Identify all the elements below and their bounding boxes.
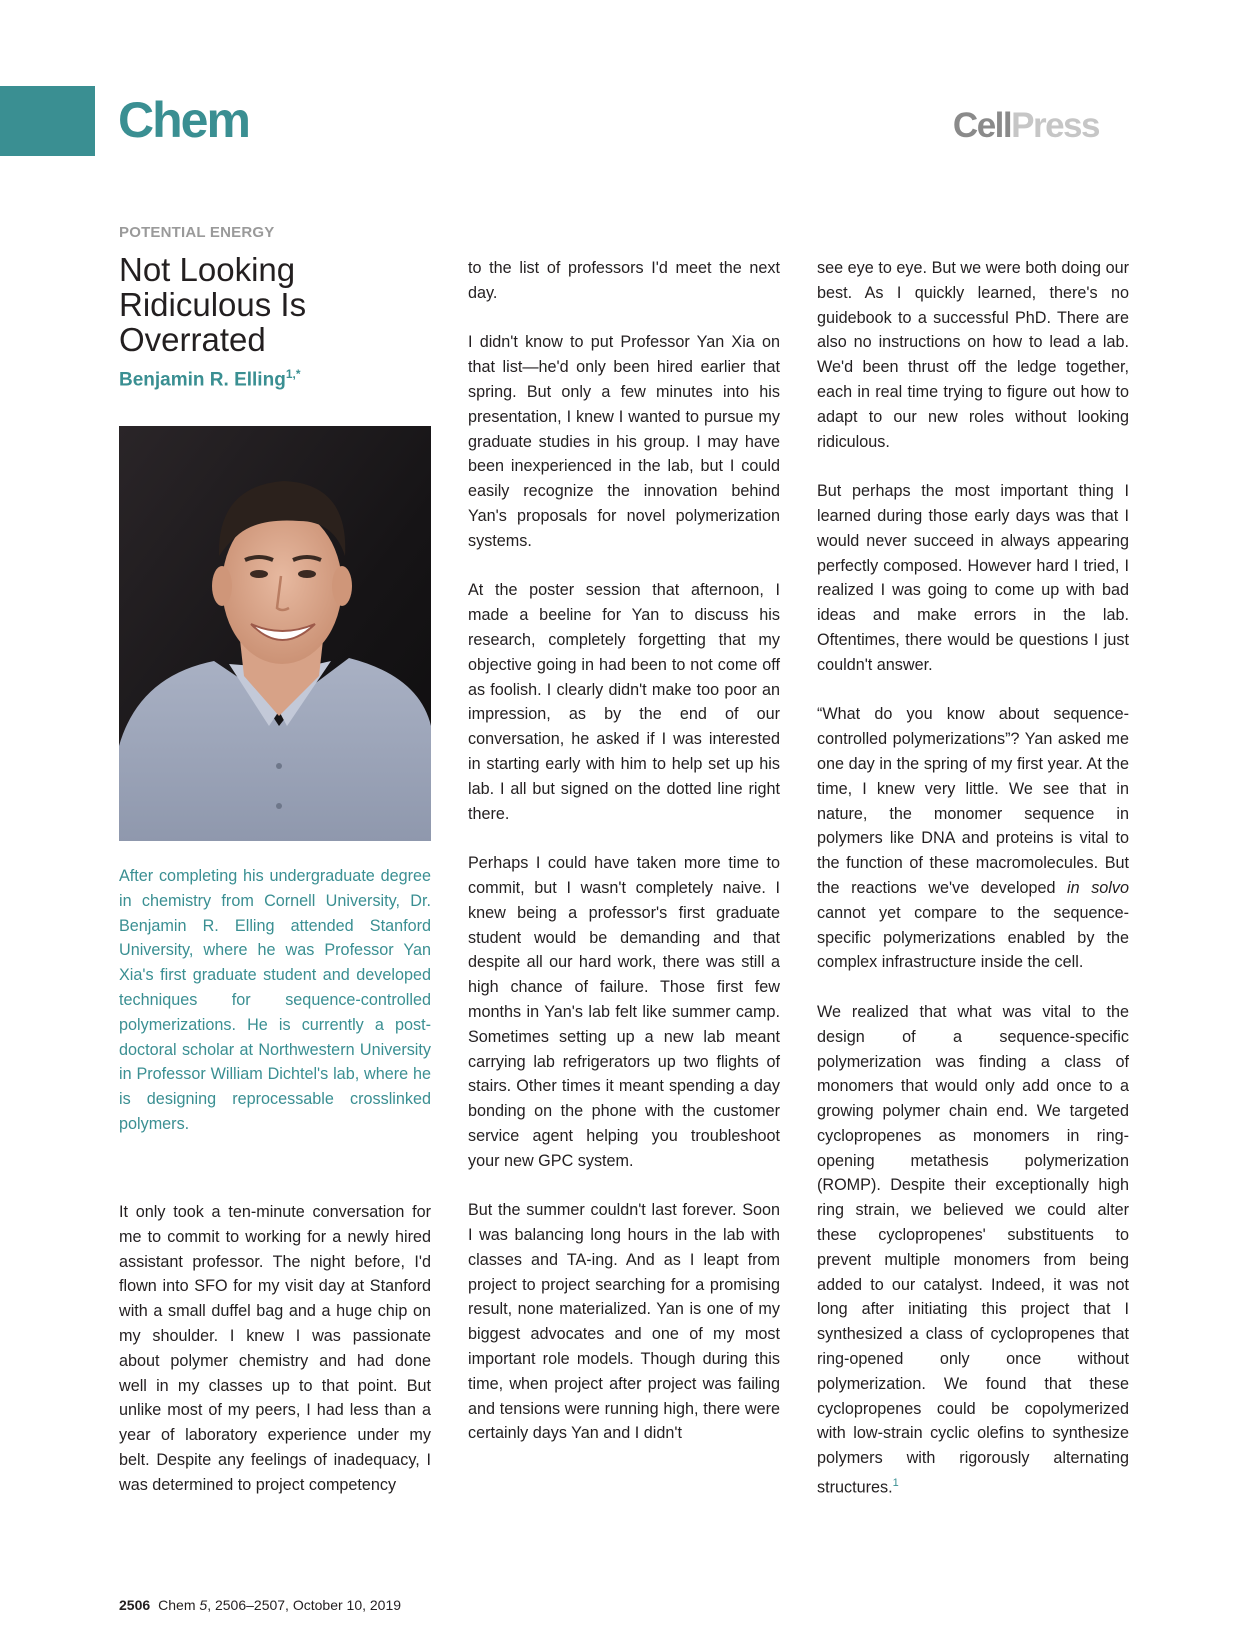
publisher-logo-cell: Cell [952, 106, 1012, 145]
author-photo [119, 426, 431, 841]
page-footer [119, 1597, 401, 1613]
reference-link[interactable]: 1 [892, 1477, 899, 1490]
article-title: Not Looking Ridiculous Is Overrated [119, 251, 307, 358]
body-paragraph: It only took a ten-minute conversation for me to commit to working for a newly hired assistant professor. The night before, I'd flown into SFO for my visit day at Stanford with a small duffel bag and a huge chip on my shoulder. I knew I was passionate about polymer chemistry and had done well in my classes up to that point. But unlike most of my peers, I had less than a year of laboratory experience under my belt. Despite any feelings of inadequacy, I was determined to project competency [119, 1203, 431, 1494]
footer-journal: Chem [158, 1597, 196, 1613]
body-paragraph: to the list of professors I'd meet the next day. [468, 259, 780, 302]
footer-citation: , 2506–2507, October 10, 2019 [207, 1597, 402, 1613]
text-run: We realized that what was vital to the design of a sequence-specific polymerization was finding a class of monomers that would only add once to a growing polymer chain end. We targeted cyclopropenes as monomers in ring-opening metathesis polymerization (ROMP). Despite their exceptionally high ring strain, we believed we could alter these cyclopropenes' substituents to prevent multiple monomers from being added to our catalyst. Indeed, it was not long after initiating this project that I synthesized a class of cyclopropenes that ring-opened only once without polymerization. We found that these cyclopropenes could be copolymerized with low-strain cyclic olefins to synthesize polymers with rigorously alternating structures. [817, 1002, 1129, 1497]
body-paragraph [817, 1000, 1129, 1500]
body-paragraph: At the poster session that afternoon, I made a beeline for Yan to discuss his research, completely forgetting that my objective going in had been to not come off as foolish. I clearly didn't make too poor an impression, as by the end of our conversation, he asked if I was interested in starting early with him to help set up his lab. I all but signed on the dotted line right there. [468, 581, 780, 823]
author-affiliation-mark: 1,* [285, 367, 301, 381]
page-number: 2506 [119, 1597, 151, 1613]
italic-term: in solvo [1067, 878, 1130, 897]
right-column [817, 256, 1129, 1525]
publisher-logo-press: Press [1011, 106, 1099, 145]
body-paragraph: I didn't know to put Professor Yan Xia on that list—he'd only been hired earlier that spring. But only a few minutes into his presentation, I knew I wanted to pursue my graduate studies in his group. I may have been inexperienced in the lab, but I could easily recognize the innovation behind Yan's proposals for novel polymerization systems. [468, 333, 780, 550]
body-paragraph: But perhaps the most important thing I learned during those early days was that I would never succeed in always appearing perfectly composed. However hard I tried, I realized I was going to come up with bad ideas and make errors in the lab. Oftentimes, there would be questions I just couldn't answer. [817, 482, 1129, 674]
journal-color-bar [0, 86, 95, 156]
author-name-text: Benjamin R. Elling [119, 369, 286, 391]
author-bio: After completing his undergraduate degree in chemistry from Cornell University, Dr. Benjamin R. Elling attended Stanford University, where he was Professor Yan Xia's first graduate student and developed techniques for sequence-controlled polymerizations. He is currently a post-doctoral scholar at Northwestern University in Professor William Dichtel's lab, where he is designing reprocessable crosslinked polymers. [119, 867, 431, 1133]
text-run: cannot yet compare to the sequence-specific polymerizations enabled by the complex infrastructure inside the cell. [817, 903, 1129, 972]
body-paragraph: But the summer couldn't last forever. Soon I was balancing long hours in the lab with classes and TA-ing. And as I leapt from project to project searching for a promising result, none materialized. Yan is one of my biggest advocates and one of my most important role models. Though during this time, when project after project was failing and tensions were running high, there were certainly days Yan and I didn't [468, 1201, 780, 1443]
text-run: “What do you know about sequence-controlled polymerizations”? Yan asked me one day in the spring of my first year. At the time, I knew very little. We see that in nature, the monomer sequence in polymers like DNA and proteins is vital to the function of these macromolecules. But the reactions we've developed [817, 705, 1129, 897]
section-label: POTENTIAL ENERGY [119, 224, 275, 241]
publisher-logo [953, 104, 1099, 148]
middle-column [468, 256, 780, 1471]
body-paragraph: Perhaps I could have taken more time to commit, but I wasn't completely naive. I knew being a professor's first graduate student would be demanding and that despite all our hard work, there was still a high chance of failure. Those first few months in Yan's lab felt like summer camp. Sometimes setting up a new lab meant carrying lab refrigerators up two flights of stairs. Other times it meant spending a day bonding on the phone with the customer service agent helping you troubleshoot your new GPC system. [468, 854, 780, 1170]
body-paragraph: see eye to eye. But we were both doing our best. As I quickly learned, there's no guidebook to a successful PhD. There are also no instructions on how to lead a lab. We'd been thrust off the ledge together, each in real time trying to figure out how to adapt to our new roles without looking ridiculous. [817, 259, 1129, 451]
journal-logo: Chem [118, 92, 249, 148]
author-name[interactable] [119, 367, 301, 391]
footer-volume: 5 [199, 1597, 208, 1613]
body-paragraph [817, 702, 1129, 975]
